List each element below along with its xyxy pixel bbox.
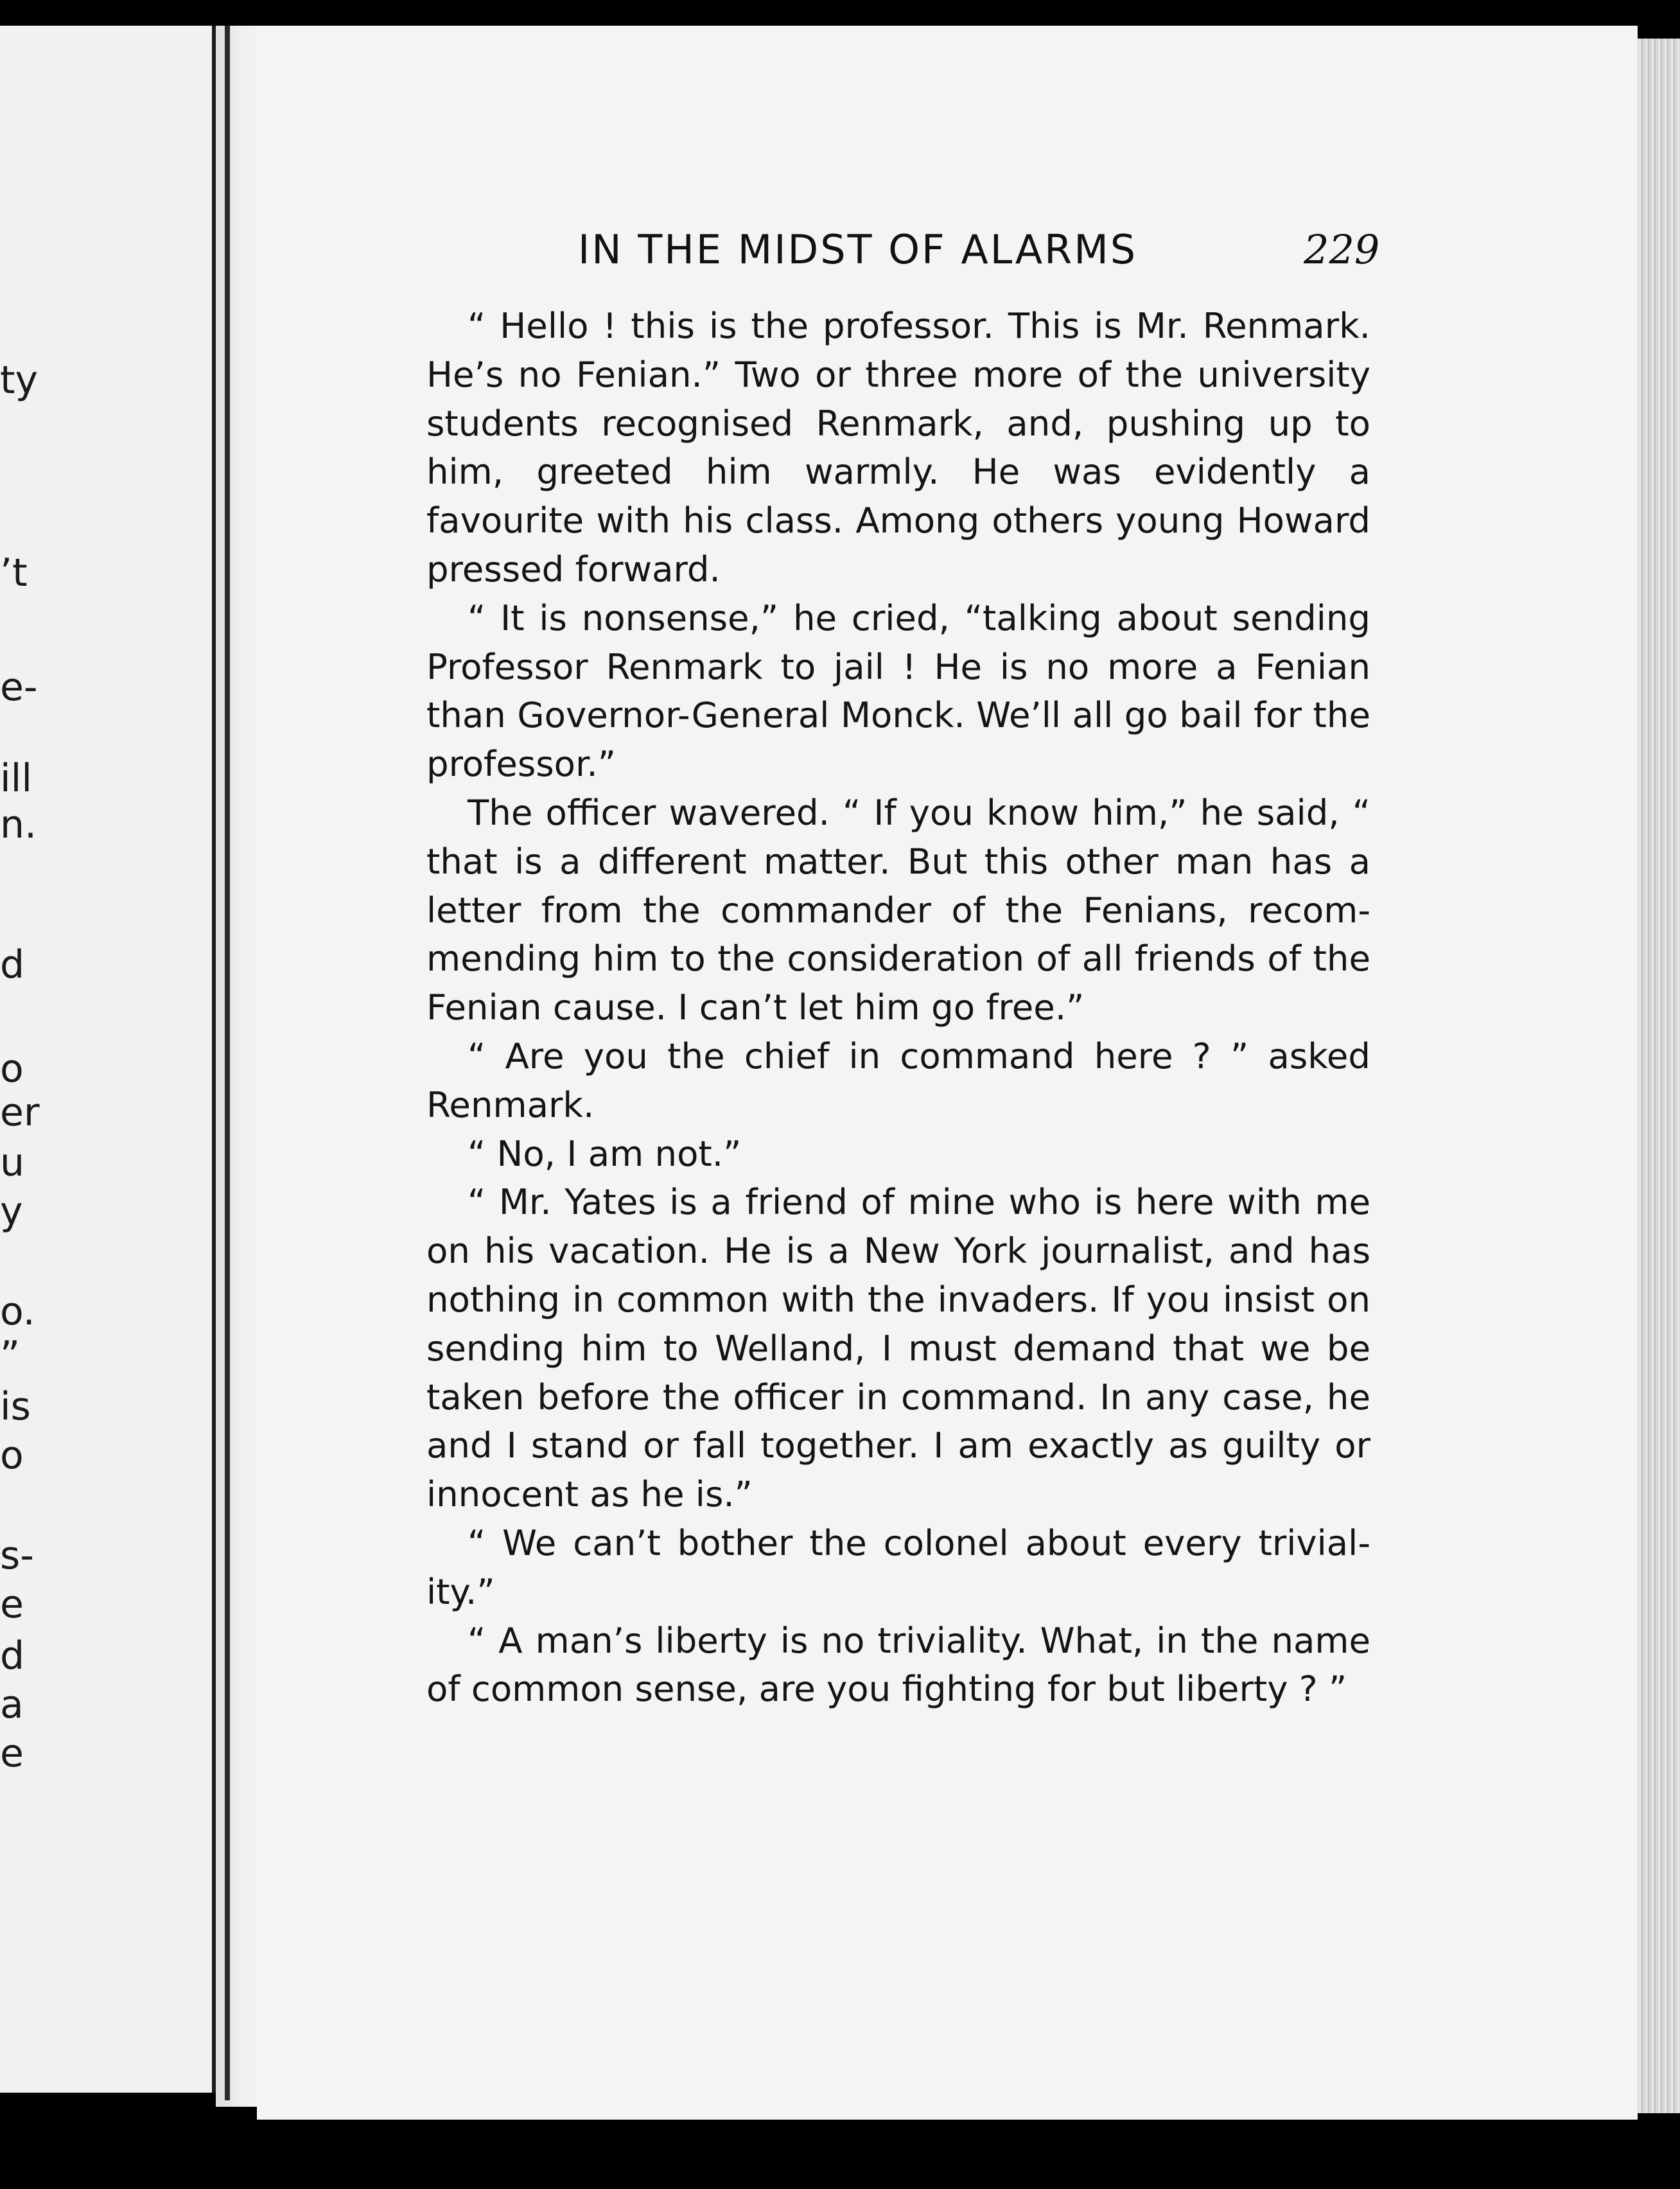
paragraph: “ A man’s liberty is no triviality. What, in the name of common sense, are you fighting for but liberty ? ”: [426, 1619, 1370, 1710]
left-page-fragment: er: [0, 1090, 40, 1135]
left-page-fragment: is: [0, 1384, 31, 1429]
left-page-fragment: o: [0, 1433, 24, 1478]
left-facing-page: [0, 26, 216, 2093]
left-page-fragment: o.: [0, 1289, 35, 1334]
page-edges: [1638, 39, 1680, 2113]
left-page-fragment: u: [0, 1140, 25, 1185]
left-page-fragment: ’t: [0, 550, 28, 595]
left-page-fragment: e: [0, 1731, 24, 1776]
paragraph: “ It is nonsense,” he cried, “talking about sending Professor Renmark to jail ! He is no more a Fenian than Governor-General Monck. We’ll all go bail for the professor.”: [426, 597, 1370, 785]
running-head-title: IN THE MIDST OF ALARMS: [578, 226, 1138, 273]
left-page-fragment: n.: [0, 802, 37, 847]
paragraph: The officer wavered. “ If you know him,” he said, “ that is a different matter. But this other man has a letter from the commander of the Fenians, recommending him to the consideration of all friends of the Fenian cause. I can’t let him go free.”: [426, 791, 1370, 1028]
left-page-fragment: ill: [0, 756, 33, 801]
paragraph: “ Mr. Yates is a friend of mine who is here with me on his vacation. He is a New York journalist, and has nothing in common with the invaders. If you insist on sending him to Welland, I must demand that we be taken before the officer in command. In any case, he and I stand or fall together. I am exactly as guilty or innocent as he is.”: [426, 1181, 1370, 1515]
left-page-fragment: d: [0, 1633, 25, 1678]
left-page-fragment: e-: [0, 665, 38, 710]
left-page-fragment: d: [0, 942, 25, 987]
left-page-fragment: a: [0, 1682, 24, 1727]
left-page-fragment: y: [0, 1189, 23, 1234]
left-page-fragment: e: [0, 1582, 24, 1627]
left-page-fragment: ”: [0, 1333, 21, 1378]
book-gutter: [216, 26, 259, 2107]
paragraph: “ No, I am not.”: [468, 1132, 742, 1174]
paragraph: “ Hello ! this is the professor. This is Mr. Renmark. He’s no Fenian.” Two or three more of the university students recognised Renmark, and, pushing up to him, greeted him warmly. He was evidently a favourite with his class. Among others young Howard pressed forward.: [426, 305, 1370, 590]
gutter-shadow-line: [225, 26, 230, 2100]
left-page-fragment: ty: [0, 358, 39, 403]
left-page-fragment: s-: [0, 1533, 34, 1578]
body-text: [426, 302, 1370, 1714]
page-number: 229: [1304, 226, 1380, 273]
paragraph: “ Are you the chief in command here ? ” asked Renmark.: [426, 1035, 1370, 1125]
scan-border: [0, 2120, 1680, 2189]
left-page-fragment: o: [0, 1046, 24, 1091]
paragraph: “ We can’t bother the colonel about every triviality.”: [426, 1522, 1370, 1612]
